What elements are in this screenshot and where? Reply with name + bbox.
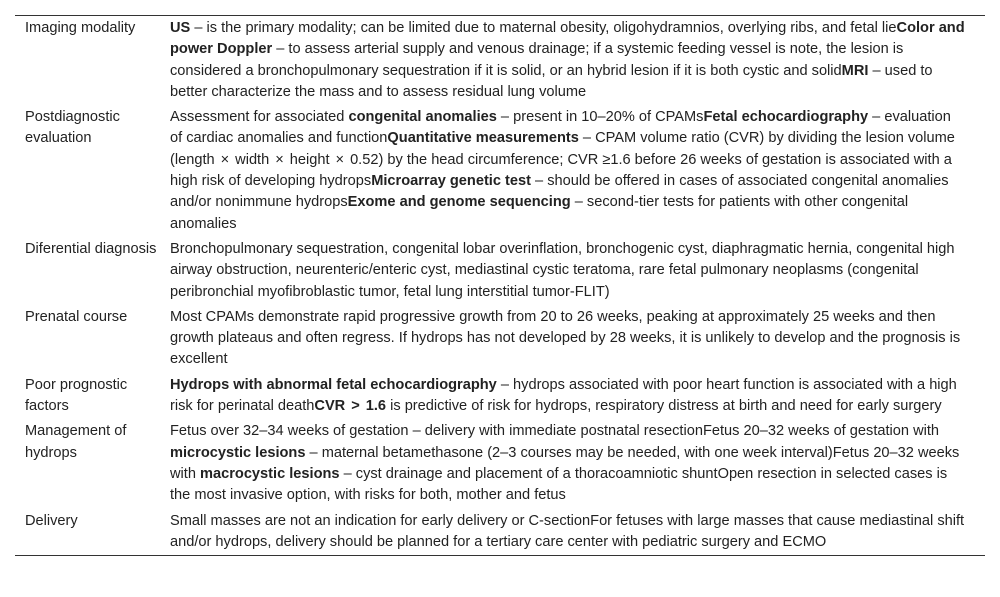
- row-label: Management of hydrops: [25, 423, 127, 461]
- table-row: [15, 373, 985, 420]
- row-content: Small masses are not an indication for early delivery or C-sectionFor fetuses with large masses that cause mediastinal shift and/or hydrops, delivery should be planned for a tertiary care center with pediatric surgery and ECMO: [170, 512, 965, 550]
- table-row: [15, 305, 985, 373]
- table-row: [15, 105, 985, 237]
- row-content: Most CPAMs demonstrate rapid progressive growth from 20 to 26 weeks, peaking at approximately 25 weeks and then growth plateaus and often regress. If hydrops has not developed by 28 weeks, it is unlikely to develop and the prognosis is excellent: [170, 308, 961, 368]
- table-row: [15, 16, 985, 105]
- row-label: Diferential diagnosis: [25, 240, 157, 257]
- row-content: Bronchopulmonary sequestration, congenital lobar overinflation, bronchogenic cyst, diaphragmatic hernia, congenital high airway obstruction, neurenteric/enteric cyst, mediastinal cystic teratoma, rare fetal pulmonary neoplasms (congenital peribronchial myofibroblastic tumor, fetal lung interstitial tumor-FLIT): [170, 240, 955, 300]
- table-row: [15, 509, 985, 556]
- row-content: Fetus over 32–34 weeks of gestation – delivery with immediate postnatal resectionFetus 20–32 weeks of gestation with microcystic lesions – maternal betamethasone (2–3 courses may be needed, with one week interval)Fetus 20–32 weeks with macrocystic lesions – cyst drainage and placement of a thoracoamniotic shuntOpen resection in selected cases is the most invasive option, with risks for both, mother and fetus: [170, 423, 960, 504]
- row-label: Delivery: [25, 512, 78, 529]
- row-label: Poor prognostic factors: [25, 376, 128, 415]
- row-label: Postdiagnostic evaluation: [25, 109, 120, 147]
- row-content: Hydrops with abnormal fetal echocardiography – hydrops associated with poor heart function is associated with a high risk for perinatal deathCVR > 1.6 is predictive of risk for hydrops, respiratory distress at birth and need for early surgery: [170, 376, 957, 415]
- cpam-summary-table: [15, 15, 985, 556]
- row-label: Imaging modality: [25, 20, 136, 36]
- row-content: US – is the primary modality; can be limited due to maternal obesity, oligohydramnios, overlying ribs, and fetal lieColor and power Doppler – to assess arterial supply and venous drainage; if a systemic feeding vessel is note, the lesion is considered a bronchopulmonary sequestration if it is solid, or an hybrid lesion if it is both cystic and solidMRI – used to better characterize the mass and to assess residual lung volume: [170, 20, 965, 100]
- row-content: Assessment for associated congenital anomalies – present in 10–20% of CPAMsFetal echocardiography – evaluation of cardiac anomalies and functionQuantitative measurements – CPAM volume ratio (CVR) by dividing the lesion volume (length × width × height × 0.52) by the head circumference; CVR ≥1.6 before 26 weeks of gestation is associated with a high risk of developing hydropsMicroarray genetic test – should be offered in cases of associated congenital anomalies and/or nonimmune hydropsExome and genome sequencing – second-tier tests for patients with other congenital anomalies: [170, 109, 955, 232]
- row-label: Prenatal course: [25, 308, 128, 325]
- table-row: [15, 419, 985, 508]
- table-row: [15, 237, 985, 305]
